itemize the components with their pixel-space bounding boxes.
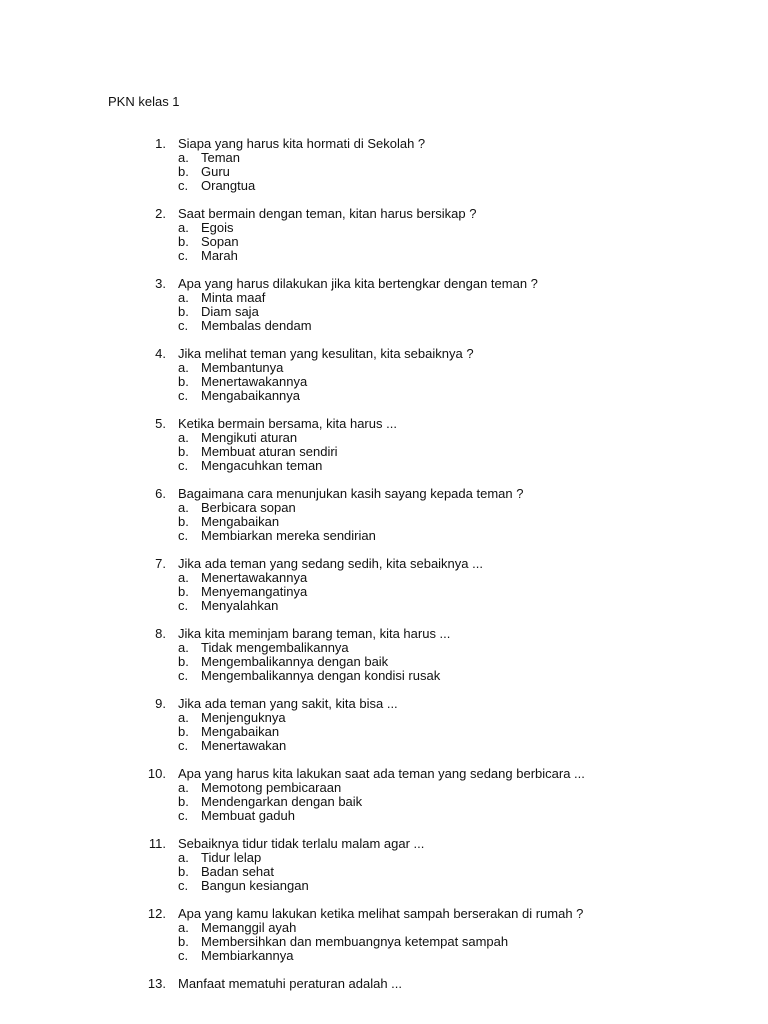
answer-option: [0, 949, 768, 963]
question-number: 10.: [147, 766, 166, 781]
option-letter: b.: [178, 934, 189, 949]
question-item: [0, 627, 768, 683]
option-text: Membiarkannya: [201, 948, 294, 963]
option-letter: a.: [178, 640, 189, 655]
option-letter: a.: [178, 360, 189, 375]
answer-option: [0, 319, 768, 333]
question-row: [0, 697, 768, 711]
question-number: 2.: [155, 206, 166, 221]
question-item: [0, 347, 768, 403]
option-letter: a.: [178, 220, 189, 235]
option-text: Tidak mengembalikannya: [201, 640, 349, 655]
answer-option: [0, 459, 768, 473]
option-text: Membersihkan dan membuangnya ketempat sampah: [201, 934, 509, 949]
answer-option: [0, 795, 768, 809]
option-text: Menjenguknya: [201, 710, 286, 725]
answer-option: [0, 711, 768, 725]
question-item: [0, 977, 768, 991]
option-letter: b.: [178, 654, 189, 669]
option-text: Menertawakan: [201, 738, 287, 753]
option-text: Memotong pembicaraan: [201, 780, 342, 795]
question-number: 3.: [155, 276, 166, 291]
option-text: Mengabaikan: [201, 724, 280, 739]
answer-option: [0, 655, 768, 669]
option-text: Mengacuhkan teman: [201, 458, 323, 473]
question-number: 11.: [148, 836, 166, 851]
question-row: [0, 207, 768, 221]
question-text: Jika kita meminjam barang teman, kita harus ...: [178, 626, 451, 641]
option-text: Badan sehat: [201, 864, 275, 879]
answer-option: [0, 529, 768, 543]
option-text: Membuat aturan sendiri: [201, 444, 338, 459]
question-text: Siapa yang harus kita hormati di Sekolah ?: [178, 136, 426, 151]
option-text: Menertawakannya: [201, 374, 308, 389]
option-letter: c.: [178, 598, 189, 613]
option-letter: a.: [178, 290, 189, 305]
question-row: [0, 627, 768, 641]
option-text: Marah: [201, 248, 238, 263]
question-text: Apa yang harus kita lakukan saat ada teman yang sedang berbicara ...: [178, 766, 585, 781]
option-letter: c.: [178, 248, 189, 263]
question-number: 8.: [155, 626, 166, 641]
question-text: Bagaimana cara menunjukan kasih sayang kepada teman ?: [178, 486, 524, 501]
option-letter: a.: [178, 780, 189, 795]
answer-option: [0, 739, 768, 753]
question-item: [0, 697, 768, 753]
option-letter: c.: [178, 668, 189, 683]
option-text: Berbicara sopan: [201, 500, 296, 515]
option-text: Mengikuti aturan: [201, 430, 298, 445]
question-row: [0, 277, 768, 291]
question-row: [0, 907, 768, 921]
answer-option: [0, 599, 768, 613]
option-text: Memanggil ayah: [201, 920, 297, 935]
option-letter: a.: [178, 570, 189, 585]
option-letter: c.: [178, 318, 189, 333]
question-text: Manfaat mematuhi peraturan adalah ...: [178, 976, 403, 991]
option-letter: b.: [178, 724, 189, 739]
page-title: PKN kelas 1: [108, 94, 180, 109]
option-text: Membuat gaduh: [201, 808, 295, 823]
answer-option: [0, 375, 768, 389]
option-letter: a.: [178, 430, 189, 445]
question-row: [0, 417, 768, 431]
option-text: Membiarkan mereka sendirian: [201, 528, 376, 543]
option-text: Membalas dendam: [201, 318, 312, 333]
question-item: [0, 767, 768, 823]
answer-option: [0, 585, 768, 599]
answer-option: [0, 879, 768, 893]
option-letter: b.: [178, 234, 189, 249]
question-item: [0, 487, 768, 543]
question-row: [0, 557, 768, 571]
question-text: Sebaiknya tidur tidak terlalu malam agar ...: [178, 836, 425, 851]
question-item: [0, 557, 768, 613]
question-number: 5.: [155, 416, 166, 431]
option-text: Mengembalikannya dengan kondisi rusak: [201, 668, 441, 683]
question-text: Apa yang kamu lakukan ketika melihat sampah berserakan di rumah ?: [178, 906, 584, 921]
question-text: Jika melihat teman yang kesulitan, kita sebaiknya ?: [178, 346, 474, 361]
option-letter: c.: [178, 948, 189, 963]
option-text: Membantunya: [201, 360, 284, 375]
answer-option: [0, 851, 768, 865]
question-text: Apa yang harus dilakukan jika kita bertengkar dengan teman ?: [178, 276, 538, 291]
question-number: 12.: [147, 906, 166, 921]
question-row: [0, 347, 768, 361]
option-text: Menyalahkan: [201, 598, 279, 613]
question-item: [0, 277, 768, 333]
option-letter: c.: [178, 738, 189, 753]
option-letter: c.: [178, 388, 189, 403]
option-text: Mengabaikan: [201, 514, 280, 529]
option-letter: b.: [178, 374, 189, 389]
answer-option: [0, 361, 768, 375]
option-letter: a.: [178, 150, 189, 165]
question-text: Saat bermain dengan teman, kitan harus bersikap ?: [178, 206, 477, 221]
option-letter: c.: [178, 458, 189, 473]
question-number: 13.: [147, 976, 166, 991]
question-number: 6.: [155, 486, 166, 501]
option-text: Guru: [201, 164, 230, 179]
option-letter: b.: [178, 304, 189, 319]
answer-option: [0, 305, 768, 319]
answer-option: [0, 641, 768, 655]
question-item: [0, 907, 768, 963]
option-text: Mengembalikannya dengan baik: [201, 654, 389, 669]
question-row: [0, 767, 768, 781]
option-text: Menertawakannya: [201, 570, 308, 585]
option-text: Mengabaikannya: [201, 388, 301, 403]
question-number: 7.: [155, 556, 166, 571]
option-letter: c.: [178, 178, 189, 193]
option-letter: a.: [178, 920, 189, 935]
answer-option: [0, 669, 768, 683]
answer-option: [0, 865, 768, 879]
question-item: [0, 137, 768, 193]
option-text: Mendengarkan dengan baik: [201, 794, 363, 809]
answer-option: [0, 165, 768, 179]
question-row: [0, 977, 768, 991]
option-text: Egois: [201, 220, 234, 235]
answer-option: [0, 725, 768, 739]
question-number: 4.: [155, 346, 166, 361]
option-letter: b.: [178, 794, 189, 809]
answer-option: [0, 235, 768, 249]
answer-option: [0, 431, 768, 445]
question-row: [0, 487, 768, 501]
answer-option: [0, 151, 768, 165]
option-text: Bangun kesiangan: [201, 878, 309, 893]
question-row: [0, 837, 768, 851]
option-letter: b.: [178, 584, 189, 599]
answer-option: [0, 501, 768, 515]
option-letter: b.: [178, 864, 189, 879]
answer-option: [0, 571, 768, 585]
answer-option: [0, 809, 768, 823]
answer-option: [0, 179, 768, 193]
question-text: Jika ada teman yang sakit, kita bisa ...: [178, 696, 398, 711]
answer-option: [0, 445, 768, 459]
option-text: Sopan: [201, 234, 239, 249]
option-text: Minta maaf: [201, 290, 266, 305]
question-item: [0, 837, 768, 893]
question-text: Jika ada teman yang sedang sedih, kita sebaiknya ...: [178, 556, 483, 571]
question-list: [0, 137, 768, 1005]
answer-option: [0, 935, 768, 949]
option-letter: c.: [178, 878, 189, 893]
answer-option: [0, 389, 768, 403]
option-text: Menyemangatinya: [201, 584, 308, 599]
option-text: Diam saja: [201, 304, 259, 319]
answer-option: [0, 221, 768, 235]
question-item: [0, 207, 768, 263]
question-text: Ketika bermain bersama, kita harus ...: [178, 416, 397, 431]
option-letter: a.: [178, 710, 189, 725]
option-text: Orangtua: [201, 178, 256, 193]
answer-option: [0, 515, 768, 529]
option-letter: b.: [178, 514, 189, 529]
question-row: [0, 137, 768, 151]
question-item: [0, 417, 768, 473]
option-letter: b.: [178, 444, 189, 459]
question-number: 9.: [155, 696, 166, 711]
option-letter: a.: [178, 850, 189, 865]
answer-option: [0, 921, 768, 935]
option-text: Teman: [201, 150, 241, 165]
option-letter: c.: [178, 808, 189, 823]
option-letter: b.: [178, 164, 189, 179]
answer-option: [0, 249, 768, 263]
option-letter: c.: [178, 528, 189, 543]
question-number: 1.: [155, 136, 166, 151]
option-text: Tidur lelap: [201, 850, 262, 865]
answer-option: [0, 291, 768, 305]
answer-option: [0, 781, 768, 795]
option-letter: a.: [178, 500, 189, 515]
